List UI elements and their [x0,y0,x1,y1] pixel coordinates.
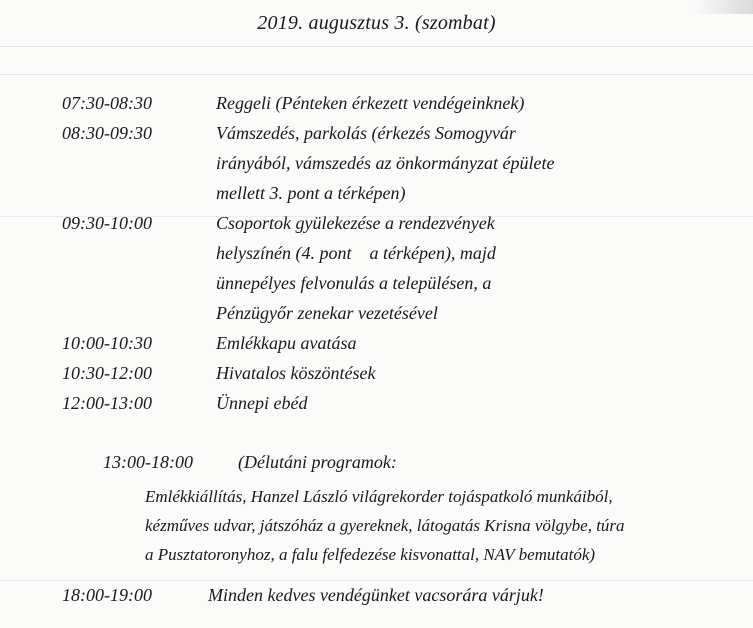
scan-line [0,580,753,581]
afternoon-time: 13:00-18:00 [103,452,193,472]
schedule-desc-line: Reggeli (Pénteken érkezett vendégeinknek) [216,93,525,113]
schedule-time: 12:00-13:00 [62,393,152,413]
schedule-desc-line: helyszínén (4. pont a térképen), majd [216,243,496,263]
schedule-desc-line: ünnepélyes felvonulás a településen, a [216,273,492,293]
schedule-time: 07:30-08:30 [62,93,152,113]
schedule-desc-line: Hivatalos köszöntések [216,363,376,383]
schedule-desc-line: Emlékkapu avatása [216,333,357,353]
schedule-time: 10:00-10:30 [62,333,152,353]
afternoon-heading: (Délutáni programok: [238,452,397,472]
schedule-desc-line: mellett 3. pont a térképen) [216,183,406,203]
schedule-time: 10:30-12:00 [62,363,152,383]
schedule-time: 09:30-10:00 [62,213,152,233]
schedule-desc [216,358,736,388]
afternoon-program-line: a Pusztatoronyhoz, a falu felfedezése kisvonattal, NAV bemutatók) [145,545,596,564]
schedule-desc-line: Ünnepi ebéd [216,393,308,413]
schedule-desc-line: Csoportok gyülekezése a rendezvények [216,213,495,233]
scan-line [0,46,753,47]
page-title: 2019. augusztus 3. (szombat) [257,12,496,34]
schedule-desc [216,208,736,328]
schedule-desc [216,328,736,358]
schedule-desc-line: irányából, vámszedés az önkormányzat épülete [216,153,555,173]
schedule-time: 08:30-09:30 [62,123,152,143]
afternoon-program-line: Emlékkiállítás, Hanzel László világrekorder tojáspatkoló munkáiból, [145,487,613,506]
schedule-desc [216,88,736,118]
schedule-desc-line: Vámszedés, parkolás (érkezés Somogyvár [216,123,516,143]
afternoon-programs [145,482,625,569]
scan-line [0,74,753,75]
afternoon-program-line: kézműves udvar, játszóház a gyereknek, látogatás Krisna völgybe, túra [145,516,625,535]
evening-time: 18:00-19:00 [62,585,152,605]
schedule-desc [216,118,736,208]
evening-desc: Minden kedves vendégünket vacsorára várjuk! [208,585,544,605]
schedule-desc [216,388,736,418]
schedule-desc-line: Pénzügyőr zenekar vezetésével [216,303,438,323]
